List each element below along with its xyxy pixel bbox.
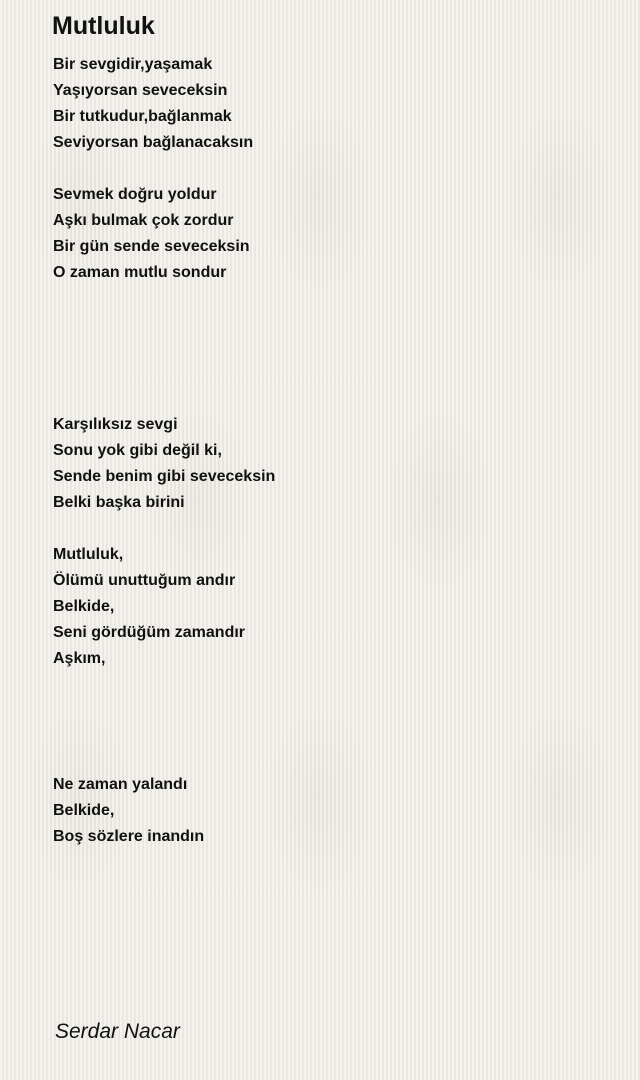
poem-line: Belki başka birini	[53, 494, 185, 511]
stanza-4	[53, 542, 245, 672]
poem-line: Ne zaman yalandı	[53, 776, 188, 793]
poem-line: Aşkı bulmak çok zordur	[53, 212, 234, 229]
poem-line: Mutluluk,	[53, 546, 124, 563]
poem-line: Bir gün sende seveceksin	[53, 238, 250, 255]
poem-line: Sevmek doğru yoldur	[53, 186, 217, 203]
stanza-1	[53, 52, 253, 156]
poem-line: Seni gördüğüm zamandır	[53, 624, 246, 641]
stanza-5	[53, 772, 204, 850]
poem-line: Sende benim gibi seveceksin	[53, 468, 276, 485]
stanza-3	[53, 412, 275, 516]
stanza-2	[53, 182, 250, 286]
poem-line: Boş sözlere inandın	[53, 828, 205, 845]
poem-title: Mutluluk	[52, 12, 155, 40]
poem-line: O zaman mutlu sondur	[53, 264, 227, 281]
poem-line: Belkide,	[53, 598, 115, 615]
poem-line: Belkide,	[53, 802, 115, 819]
poem-line: Sonu yok gibi değil ki,	[53, 442, 222, 459]
poem-line: Yaşıyorsan seveceksin	[53, 82, 228, 99]
poem-line: Aşkım,	[53, 650, 106, 667]
author-name: Serdar Nacar	[55, 1020, 180, 1043]
poem-line: Bir tutkudur,bağlanmak	[53, 108, 232, 125]
poem-line: Seviyorsan bağlanacaksın	[53, 134, 254, 151]
poem-line: Karşılıksız sevgi	[53, 416, 178, 433]
poem-line: Ölümü unuttuğum andır	[53, 572, 236, 589]
poem-line: Bir sevgidir,yaşamak	[53, 56, 213, 73]
